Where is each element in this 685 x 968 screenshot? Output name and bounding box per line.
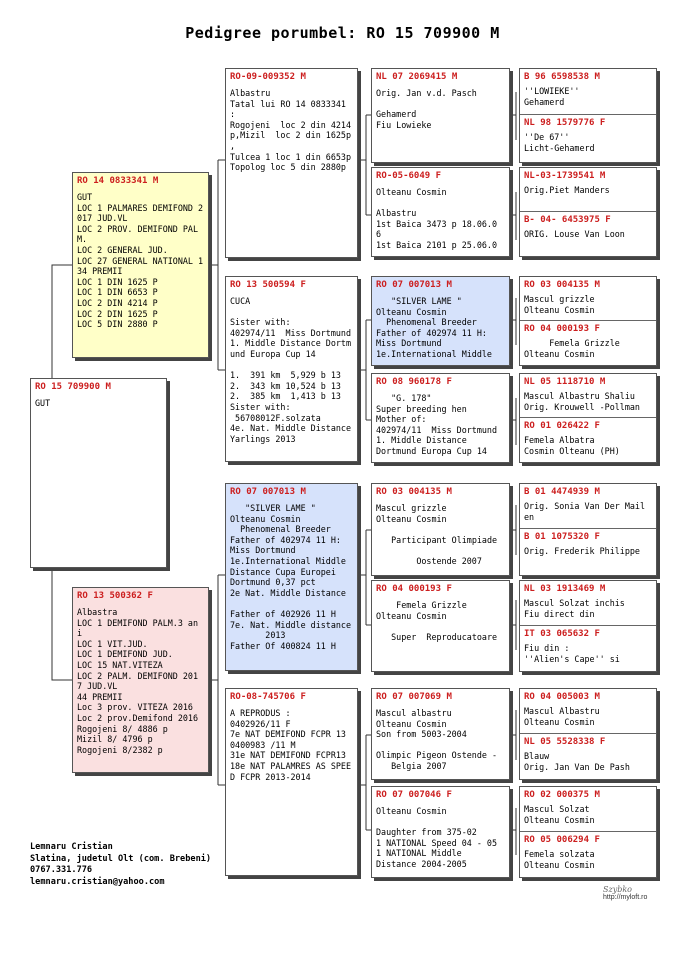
divider (520, 114, 656, 115)
gen4-ring: NL 03 1913469 M (524, 584, 606, 594)
gen4-pair-card (519, 167, 657, 257)
gen4-ring: B- 04- 6453975 F (524, 215, 611, 225)
gen4-body: Femela Albatra Cosmin Olteanu (PH) (524, 435, 620, 456)
sire-sire-body: Albastru Tatal lui RO 14 0833341 : Rogojeni loc 2 din 4214 p,Mizil loc 2 din 1625p , Tulcea 1 loc 1 din 6653p Topolog loc 5 din 2880p (230, 88, 352, 173)
gen4-body: Mascul Solzat inchis Fiu direct din (524, 598, 625, 619)
gen3-ring: NL 07 2069415 M (376, 72, 458, 82)
gen4-pair-card (519, 688, 657, 780)
gen4-ring: RO 04 005003 M (524, 692, 600, 702)
gen4-pair-card (519, 580, 657, 672)
dam-sire-ring: RO 07 007013 M (230, 487, 306, 497)
dam-sire-body: "SILVER LAME " Olteanu Cosmin Phenomenal Breeder Father of 402974 11 H: Miss Dortmund 1e.International Middle Distance Cupa Europei Dortmund 0,37 pct 2e Nat. Middle Distance Father of 402926 11 H 7e. Nat. Middle distance 2013 Father Of 400824 11 H (230, 503, 352, 651)
gen3-body: "G. 178" Super breeding hen Mother of: 402974/11 Miss Dortmund 1. Middle Distance Dortmund Europa Cup 14 (376, 393, 498, 456)
gen3-ring: RO 03 004135 M (376, 487, 452, 497)
gen3-card (371, 373, 510, 463)
gen4-ring: B 01 4474939 M (524, 487, 600, 497)
gen4-ring: B 01 1075320 F (524, 532, 600, 542)
gen4-ring: NL 05 5528338 F (524, 737, 606, 747)
gen3-ring: RO 08 960178 F (376, 377, 452, 387)
dam-body: Albastra LOC 1 DEMIFOND PALM.3 an i LOC 1 VIT.JUD. LOC 1 DEMIFOND JUD. LOC 15 NAT.VITEZA LOC 2 PALM. DEMIFOND 201 7 JUD.VL 44 PREMII Loc 3 prov. VITEZA 2016 Loc 2 prov.Demifond 2016 Rogojeni 8/ 4886 p Mizil 8/ 4796 p Rogojeni 8/2382 p (77, 607, 199, 755)
gen4-body: Mascul grizzle Olteanu Cosmin (524, 294, 595, 315)
gen3-body: Mascul grizzle Olteanu Cosmin Participant Olimpiade Oostende 2007 (376, 503, 498, 566)
dam-dam-card (225, 688, 358, 876)
gen4-ring: RO 03 004135 M (524, 280, 600, 290)
gen3-body: "SILVER LAME " Olteanu Cosmin Phenomenal Breeder Father of 402974 11 H: Miss Dortmund 1e.International Middle (376, 296, 492, 359)
page-title: Pedigree porumbel: RO 15 709900 M (185, 24, 500, 42)
gen3-body: Olteanu Cosmin Albastru 1st Baica 3473 p 18.06.0 6 1st Baica 2101 p 25.06.0 (376, 187, 498, 250)
gen4-body: ORIG. Louse Van Loon (524, 229, 625, 239)
gen4-ring: NL 05 1118710 M (524, 377, 606, 387)
gen4-pair-card (519, 373, 657, 463)
gen3-ring: RO 04 000193 F (376, 584, 452, 594)
gen3-ring: RO-05-6049 F (376, 171, 442, 181)
divider (520, 528, 656, 529)
divider (520, 625, 656, 626)
subject-body: GUT (35, 398, 51, 408)
gen4-pair-card (519, 786, 657, 878)
divider (520, 211, 656, 212)
subject-card (30, 378, 167, 568)
divider (520, 831, 656, 832)
gen3-ring: RO 07 007013 M (376, 280, 452, 290)
sire-body: GUT LOC 1 PALMARES DEMIFOND 2017 JUD.VL LOC 2 PROV. DEMIFOND PAL M. LOC 2 GENERAL JUD. LOC 27 GENERAL NATIONAL 1 34 PREMII LOC 1 DIN 1625 P LOC 1 DIN 6653 P LOC 2 DIN 4214 P LOC 2 DIN 1625 P LOC 5 DIN 2880 P (77, 192, 204, 330)
gen3-body: Femela Grizzle Olteanu Cosmin Super Reproducatoare (376, 600, 498, 642)
gen4-pair-card (519, 276, 657, 366)
gen4-body: ''De 67'' Licht-Gehamerd (524, 132, 595, 153)
gen4-body: Mascul Solzat Olteanu Cosmin (524, 804, 595, 825)
gen4-body: Mascul Albastru Olteanu Cosmin (524, 706, 600, 727)
gen4-body: Orig. Sonia Van Der Mail en (524, 501, 651, 522)
divider (520, 417, 656, 418)
gen4-body: Femela Grizzle Olteanu Cosmin (524, 338, 620, 359)
dam-dam-ring: RO-08-745706 F (230, 692, 306, 702)
subject-ring: RO 15 709900 M (35, 382, 111, 392)
gen4-ring: RO 04 000193 F (524, 324, 600, 334)
gen3-card (371, 786, 510, 878)
gen4-ring: IT 03 065632 F (524, 629, 600, 639)
gen3-card (371, 167, 510, 257)
sire-dam-ring: RO 13 500594 F (230, 280, 306, 290)
dam-card (72, 587, 209, 773)
gen3-card (371, 688, 510, 780)
gen4-body: Orig. Frederik Philippe (524, 546, 640, 556)
sire-sire-ring: RO-09-009352 M (230, 72, 306, 82)
gen4-ring: RO 02 000375 M (524, 790, 600, 800)
gen3-body: Mascul albastru Olteanu Cosmin Son from 5003-2004 Olimpic Pigeon Ostende - Belgia 2007 (376, 708, 498, 771)
gen3-ring: RO 07 007046 F (376, 790, 452, 800)
gen4-body: Fiu din : ''Alien's Cape'' si (524, 643, 620, 664)
gen3-ring: RO 07 007069 M (376, 692, 452, 702)
gen4-pair-card (519, 483, 657, 576)
sire-dam-body: CUCA Sister with: 402974/11 Miss Dortmund 1. Middle Distance Dortmund Europa Cup 14 1. 391 km 5,929 b 13 2. 343 km 10,524 b 13 2. 385 km 1,413 b 13 Sister with: 56708012F.solzata 4e. Nat. Middle Distance Yarlings 2013 (230, 296, 352, 444)
divider (520, 320, 656, 321)
sire-sire-card (225, 68, 358, 258)
gen4-body: Blauw Orig. Jan Van De Pash (524, 751, 630, 772)
gen4-ring: B 96 6598538 M (524, 72, 600, 82)
owner-contact: Lemnaru Cristian Slatina, judetul Olt (com. Brebeni) 0767.331.776 lemnaru.cristian@yahoo.com (30, 842, 212, 887)
sire-ring: RO 14 0833341 M (77, 176, 159, 186)
sire-card (72, 172, 209, 358)
gen4-body: Femela solzata Olteanu Cosmin (524, 849, 595, 870)
gen4-ring: NL-03-1739541 M (524, 171, 606, 181)
gen3-card (371, 68, 510, 163)
logo-signature: Szybko (603, 885, 632, 894)
gen4-pair-card (519, 68, 657, 163)
gen3-body: Orig. Jan v.d. Pasch Gehamerd Fiu Lowieke (376, 88, 477, 130)
logo-url: http://myloft.ro (603, 894, 648, 901)
gen4-ring: RO 05 006294 F (524, 835, 600, 845)
myloft-logo (603, 885, 658, 907)
dam-ring: RO 13 500362 F (77, 591, 153, 601)
gen3-body: Olteanu Cosmin Daughter from 375-02 1 NATIONAL Speed 04 - 05 1 NATIONAL Middle Distance 2004-2005 (376, 806, 498, 869)
gen4-ring: NL 98 1579776 F (524, 118, 606, 128)
gen4-body: Orig.Piet Manders (524, 185, 610, 195)
gen4-body: Mascul Albastru Shaliu Orig. Krouwell -Pollman (524, 391, 640, 412)
gen4-ring: RO 01 026422 F (524, 421, 600, 431)
gen3-card (371, 580, 510, 672)
gen3-card (371, 483, 510, 576)
gen4-body: ''LOWIEKE'' Gehamerd (524, 86, 580, 107)
divider (520, 733, 656, 734)
sire-dam-card (225, 276, 358, 462)
gen3-card (371, 276, 510, 366)
dam-sire-card (225, 483, 358, 671)
dam-dam-body: A REPRODUS : 0402926/11 F 7e NAT DEMIFOND FCPR 13 0400983 /11 M 31e NAT DEMIFOND FCPR13 18e NAT PALAMRES AS SPEE D FCPR 2013-2014 (230, 708, 352, 782)
